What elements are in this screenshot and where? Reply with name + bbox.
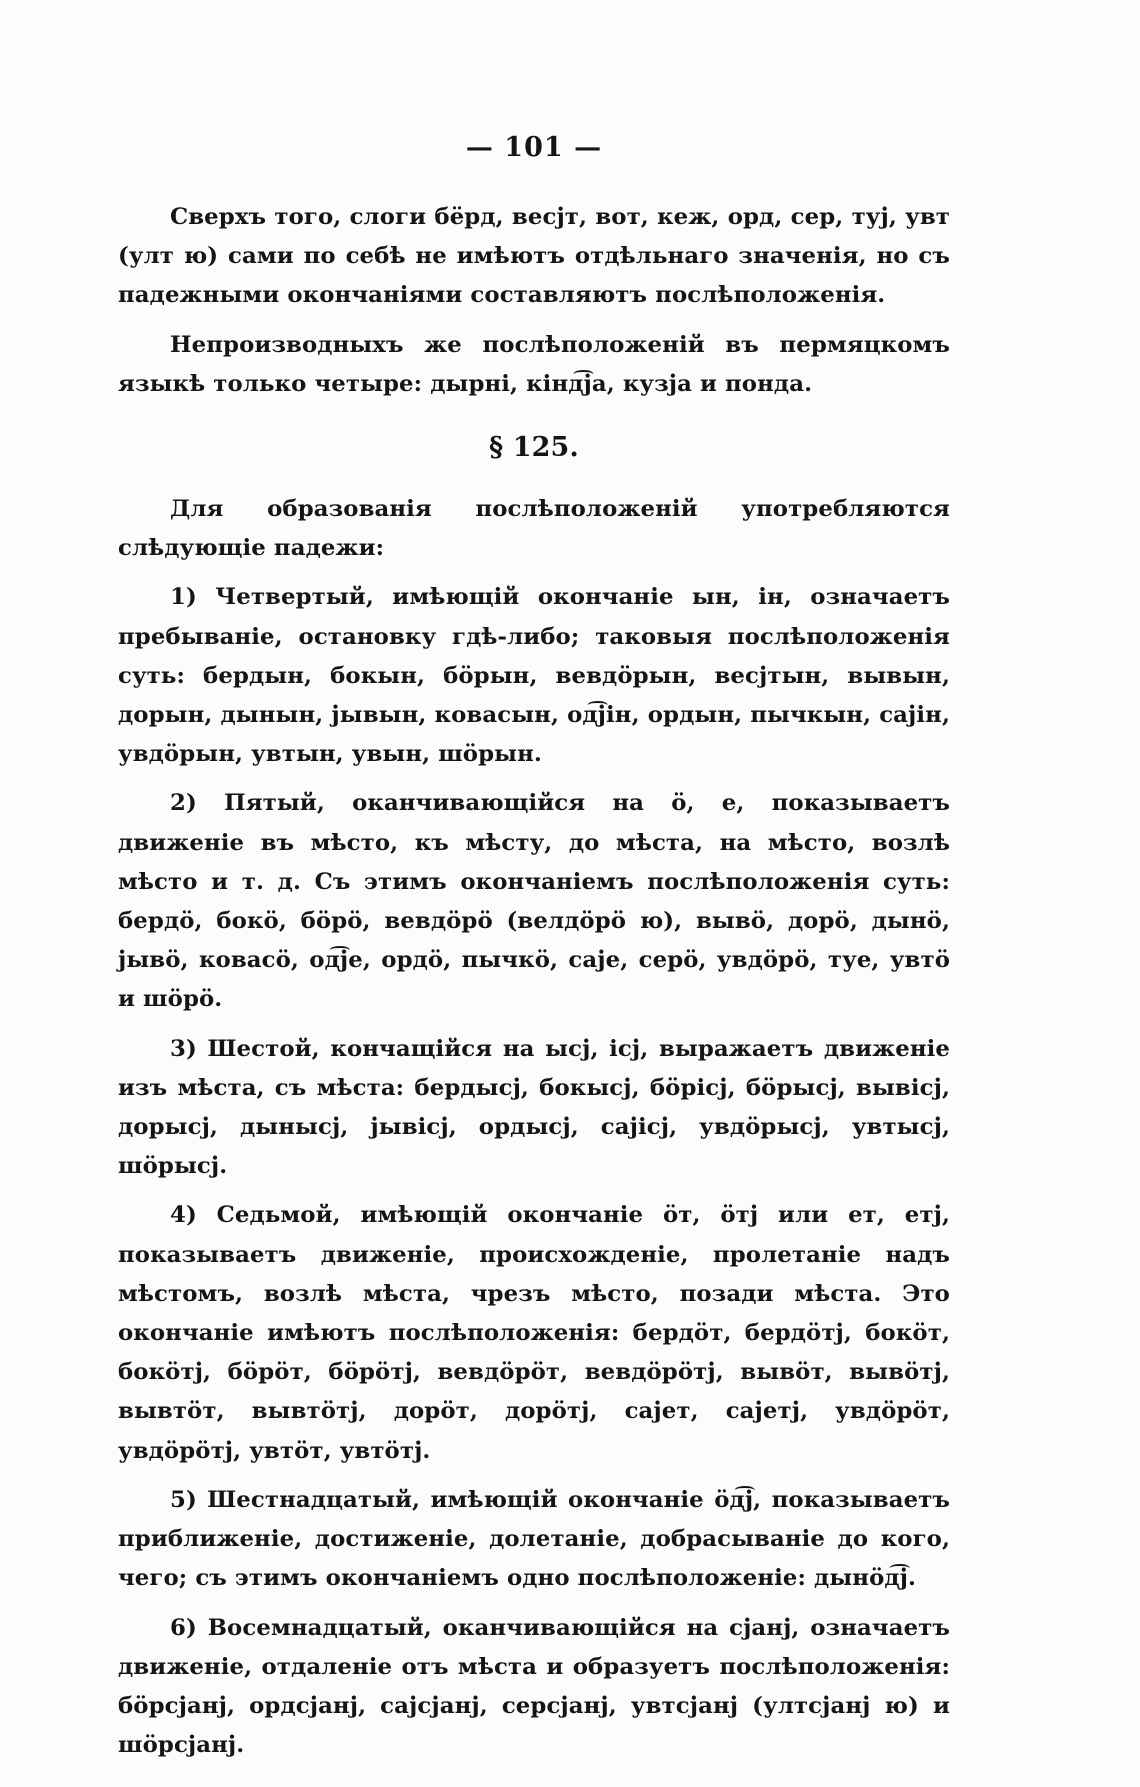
intro-paragraph-2: Непроизводныхъ же послѣположеній въ пермяцкомъ языкѣ только четыре: дырні, кінд͡ја, кузја и понда. <box>118 331 950 397</box>
list-item: 3) Шестой, кончащійся на ысј, ісј, выражаетъ движеніе изъ мѣста, съ мѣста: бердысј, бокысј, бӧрісј, бӧрысј, вывісј, дорысј, дынысј, јывісј, ордысј, сајісј, увдӧрысј, увтысј, шӧрысј. <box>118 1035 950 1180</box>
section-number: § 125. <box>489 432 579 464</box>
section-intro-paragraph: Для образованія послѣположеній употребляются слѣдующіе падежи: <box>118 496 950 562</box>
page-text <box>118 128 950 1775</box>
page-number: — 101 — <box>465 132 603 163</box>
list-item: 4) Седьмой, имѣющій окончаніе ӧт, ӧтј или ет, етј, показываетъ движеніе, происхожденіе, пролетаніе надъ мѣстомъ, возлѣ мѣста, чрезъ мѣсто, позади мѣста. Это окончаніе имѣютъ послѣположенія: бердӧт, бердӧтј, бокӧт, бокӧтј, бӧрӧт, бӧрӧтј, вевдӧрӧт, вевдӧрӧтј, вывӧт, вывӧтј, вывтӧт, вывтӧтј, дорӧт, дорӧтј, сајет, сајетј, увдӧрӧт, увдӧрӧтј, увтӧт, увтӧтј. <box>118 1202 950 1464</box>
list-item: 5) Шестнадцатый, имѣющій окончаніе ӧд͡ј, показываетъ приближеніе, достиженіе, долетаніе, добрасываніе до кого, чего; съ этимъ окончаніемъ одно послѣположеніе: дынӧд͡ј. <box>118 1486 950 1592</box>
list-item: 1) Четвертый, имѣющій окончаніе ын, ін, означаетъ пребываніе, остановку гдѣ-либо; таковыя послѣположенія суть: бердын, бокын, бӧрын, вевдӧрын, весјтын, вывын, дорын, дынын, јывын, ковасын, од͡јін, ордын, пычкын, сајін, увдӧрын, увтын, увын, шӧрын. <box>118 584 950 768</box>
intro-paragraph-1: Сверхъ того, слоги бёрд, весјт, вот, кеж, орд, сер, туј, увт (улт ю) сами по себѣ не имѣютъ отдѣльнаго значенія, но съ падежными окончаніями составляютъ послѣположенія. <box>118 204 950 309</box>
list-item: 2) Пятый, оканчивающійся на ӧ, е, показываетъ движеніе въ мѣсто, къ мѣсту, до мѣста, на мѣсто, возлѣ мѣсто и т. д. Съ этимъ окончаніемъ послѣположенія суть: бердӧ, бокӧ, бӧрӧ, вевдӧрӧ (велдӧрӧ ю), вывӧ, дорӧ, дынӧ, јывӧ, ковасӧ, од͡је, ордӧ, пычкӧ, саје, серӧ, увдӧрӧ, туе, увтӧ и шӧрӧ. <box>118 790 950 1013</box>
section-heading <box>118 428 950 468</box>
list-item: 6) Восемнадцатый, оканчивающійся на сјанј, означаетъ движеніе, отдаленіе отъ мѣста и образуетъ послѣположенія: бӧрсјанј, ордсјанј, сајсјанј, серсјанј, увтсјанј (ултсјанј ю) и шӧрсјанј. <box>118 1614 950 1759</box>
